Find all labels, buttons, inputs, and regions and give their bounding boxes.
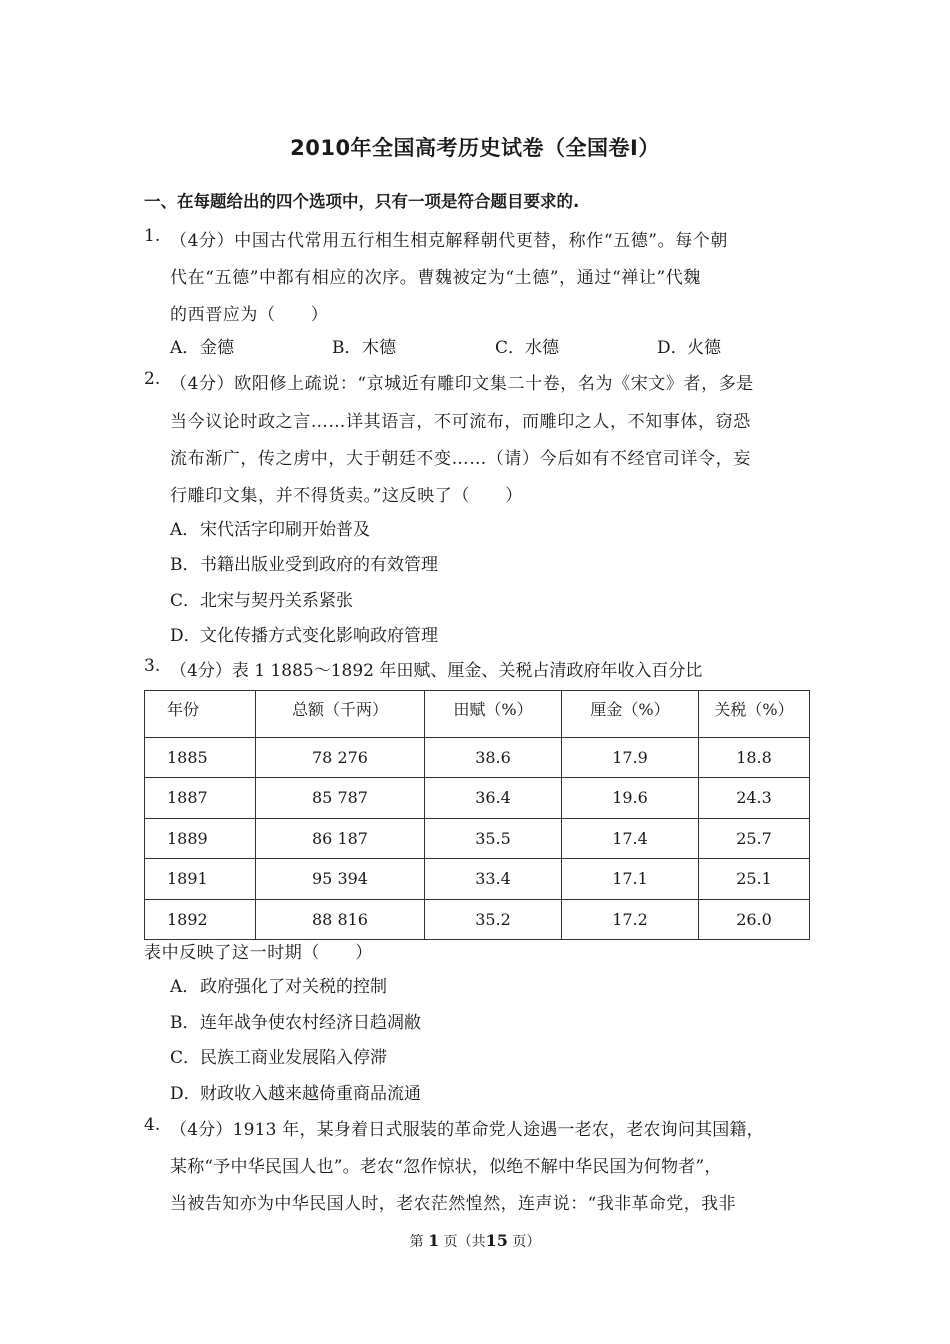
footer-total-pages: 15	[485, 1231, 508, 1250]
question-4-line-3: 当被告知亦为中华民国人时，老农茫然惶然，连声说：“我非革命党，我非	[170, 1194, 736, 1214]
table-cell: 17.1	[562, 859, 699, 900]
question-4-line-2: 某称“予中华民国人也”。老农“忽作惊状，似绝不解中华民国为何物者”，	[170, 1157, 722, 1177]
table-cell: 1887	[145, 778, 256, 819]
option-text: 水德	[525, 338, 559, 358]
option-text: 连年战争使农村经济日趋凋敝	[200, 1013, 421, 1033]
option-label: B．	[170, 555, 200, 575]
option-text: 金德	[200, 338, 234, 358]
table-cell: 36.4	[425, 778, 562, 819]
table-header-total: 总额（千两）	[256, 691, 425, 738]
table-cell: 35.2	[425, 899, 562, 940]
table-cell: 88 816	[256, 899, 425, 940]
option-label: B．	[332, 338, 362, 358]
table-row	[145, 899, 810, 940]
question-1-option-a	[170, 333, 234, 358]
option-text: 民族工商业发展陷入停滞	[200, 1048, 387, 1068]
table-row	[145, 859, 810, 900]
question-2-line-4: 行雕印文集，并不得货卖。”这反映了（ ）	[170, 486, 523, 506]
table-cell: 1891	[145, 859, 256, 900]
option-text: 政府强化了对关税的控制	[200, 977, 387, 997]
table-cell: 17.9	[562, 737, 699, 778]
question-3-intro: （4分）表 1 1885～1892 年田赋、厘金、关税占清政府年收入百分比	[170, 661, 703, 681]
option-text: 文化传播方式变化影响政府管理	[200, 626, 438, 646]
table-row	[145, 818, 810, 859]
table-cell: 17.2	[562, 899, 699, 940]
exam-title: 2010年全国高考历史试卷（全国卷Ⅰ）	[290, 136, 660, 160]
table-cell: 25.1	[699, 859, 810, 900]
option-label: C．	[170, 1048, 201, 1068]
footer-suffix: 页）	[512, 1234, 541, 1250]
table-cell: 19.6	[562, 778, 699, 819]
table-cell: 1889	[145, 818, 256, 859]
question-1-option-b	[332, 333, 396, 358]
question-3-stem: 表中反映了这一时期（ ）	[144, 943, 373, 963]
question-2-line-3: 流布渐广，传之虏中，大于朝廷不变……（请）今后如有不经官司详令，妄	[170, 449, 751, 469]
question-3-number: 3.	[144, 656, 161, 676]
option-text: 书籍出版业受到政府的有效管理	[200, 555, 438, 575]
option-label: A．	[170, 977, 200, 997]
question-3-option-d	[170, 1079, 421, 1104]
option-label: D．	[170, 1084, 201, 1104]
table-cell: 85 787	[256, 778, 425, 819]
revenue-table	[144, 690, 810, 940]
question-1-line-1: （4分）中国古代常用五行相生相克解释朝代更替，称作“五德”。每个朝	[170, 231, 728, 251]
table-cell: 18.8	[699, 737, 810, 778]
question-2-number: 2.	[144, 369, 161, 389]
table-cell: 25.7	[699, 818, 810, 859]
option-label: C．	[170, 591, 201, 611]
table-header-lijin: 厘金（%）	[562, 691, 699, 738]
table-header-customs: 关税（%）	[699, 691, 810, 738]
table-cell: 1892	[145, 899, 256, 940]
table-header-year: 年份	[145, 691, 256, 738]
table-cell: 1885	[145, 737, 256, 778]
table-header-land-tax: 田赋（%）	[425, 691, 562, 738]
question-1-line-2: 代在“五德”中都有相应的次序。曹魏被定为“土德”，通过“禅让”代魏	[170, 268, 701, 288]
option-label: B．	[170, 1013, 200, 1033]
question-2-option-d	[170, 621, 438, 646]
option-label: D．	[657, 338, 688, 358]
question-3-option-a	[170, 972, 387, 997]
footer-page-number: 1	[428, 1231, 440, 1250]
table-cell: 24.3	[699, 778, 810, 819]
option-text: 火德	[687, 338, 721, 358]
question-1-number: 1.	[144, 226, 161, 246]
option-text: 北宋与契丹关系紧张	[200, 591, 353, 611]
question-2-option-c	[170, 586, 353, 611]
table-header-row	[145, 691, 810, 738]
option-label: C．	[495, 338, 526, 358]
question-2-line-1: （4分）欧阳修上疏说：“京城近有雕印文集二十卷，名为《宋文》者，多是	[170, 374, 754, 394]
table-cell: 86 187	[256, 818, 425, 859]
question-3-option-c	[170, 1043, 387, 1068]
page-footer	[0, 1231, 950, 1251]
table-cell: 26.0	[699, 899, 810, 940]
section-heading: 一、在每题给出的四个选项中，只有一项是符合题目要求的.	[144, 192, 580, 211]
table-cell: 17.4	[562, 818, 699, 859]
table-row	[145, 778, 810, 819]
question-4-number: 4.	[144, 1115, 161, 1135]
question-1-option-d	[657, 333, 721, 358]
question-2-option-b	[170, 550, 438, 575]
question-1-option-c	[495, 333, 559, 358]
table-cell: 95 394	[256, 859, 425, 900]
option-text: 财政收入越来越倚重商品流通	[200, 1084, 421, 1104]
table-row	[145, 737, 810, 778]
footer-prefix: 第	[409, 1234, 424, 1250]
option-label: D．	[170, 626, 201, 646]
table-cell: 38.6	[425, 737, 562, 778]
table-cell: 35.5	[425, 818, 562, 859]
table-cell: 33.4	[425, 859, 562, 900]
question-2-line-2: 当今议论时政之言……详其语言，不可流布，而雕印之人，不知事体，窃恐	[170, 412, 751, 432]
option-text: 宋代活字印刷开始普及	[200, 520, 370, 540]
question-2-option-a	[170, 515, 370, 540]
question-3-option-b	[170, 1008, 421, 1033]
question-4-line-1: （4分）1913 年，某身着日式服装的革命党人途遇一老农，老农询问其国籍，	[170, 1120, 764, 1140]
footer-middle: 页（共	[443, 1234, 486, 1250]
option-label: A．	[170, 338, 200, 358]
option-text: 木德	[362, 338, 396, 358]
table-cell: 78 276	[256, 737, 425, 778]
question-1-line-3: 的西晋应为（ ）	[170, 305, 329, 325]
option-label: A．	[170, 520, 200, 540]
